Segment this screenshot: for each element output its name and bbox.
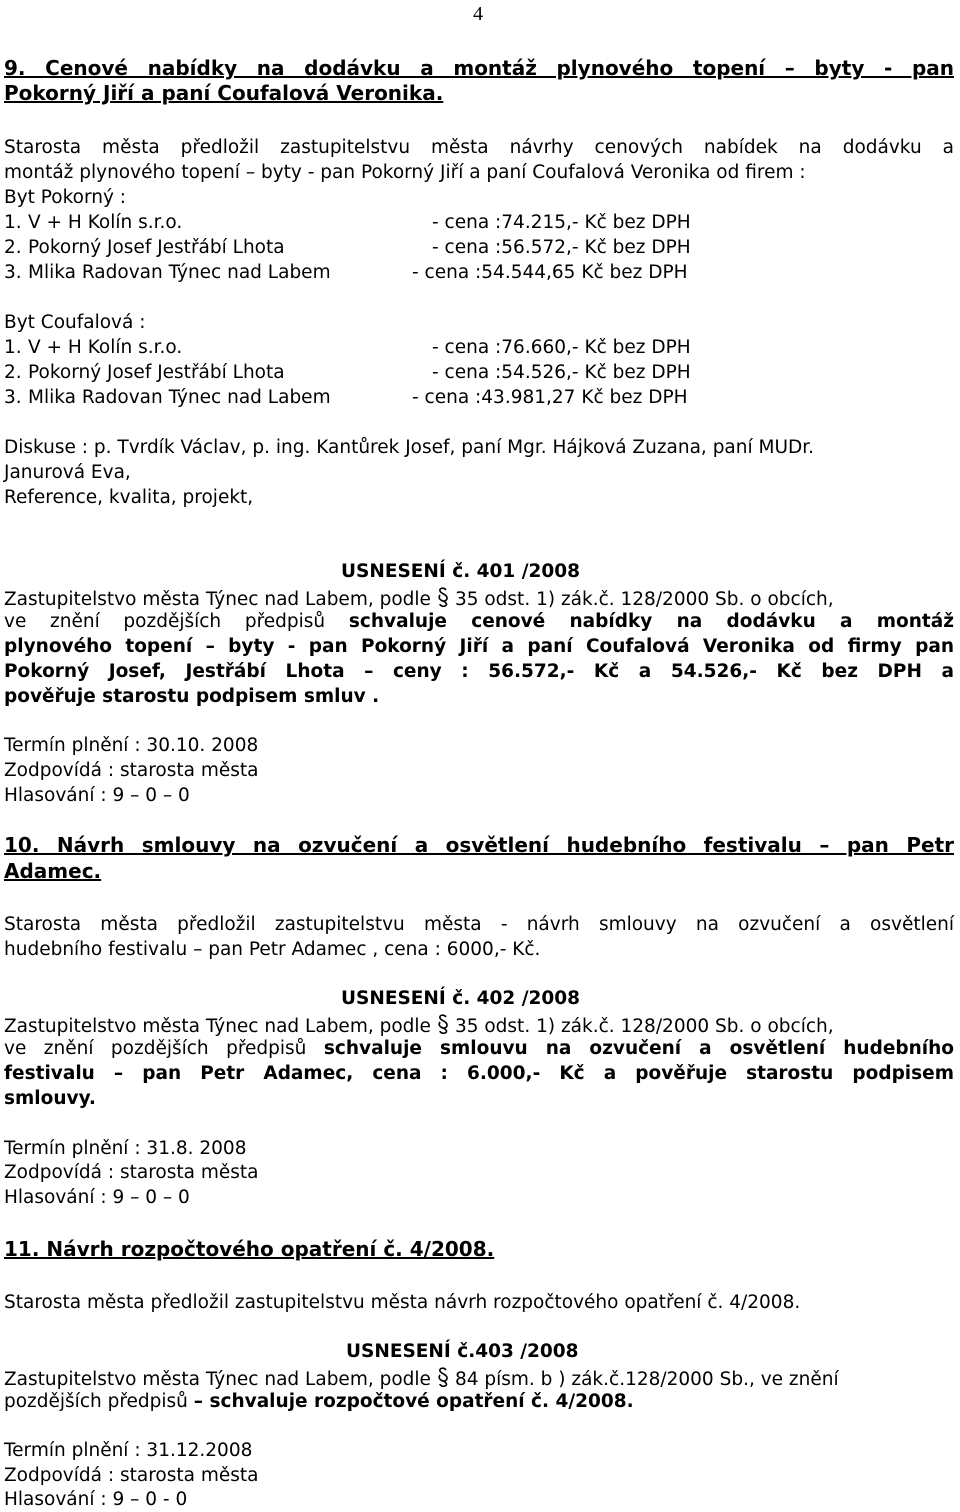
deadline: Termín plnění : 31.12.2008 <box>4 1440 253 1461</box>
deadline: Termín plnění : 31.8. 2008 <box>4 1138 247 1159</box>
resolution-402-line-2 <box>4 1037 954 1061</box>
offer-price: - cena :56.572,- Kč bez DPH <box>432 237 691 258</box>
resolution-401-line-5: pověřuje starostu podpisem smluv . <box>4 686 380 707</box>
section-11-title: 11. Návrh rozpočtového opatření č. 4/2008. <box>4 1237 495 1261</box>
resolution-403-title: USNESENÍ č.403 /2008 <box>346 1341 579 1362</box>
byt-pokorny-label: Byt Pokorný : <box>4 187 127 208</box>
discussion-line-1: Diskuse : p. Tvrdík Václav, p. ing. Kantůrek Josef, paní Mgr. Hájková Zuzana, paní MUDr. <box>4 437 815 458</box>
offer-company: Pokorný Josef Jestřábí Lhota <box>28 237 285 258</box>
resolution-402-line-3: festivalu – pan Petr Adamec, cena : 6.000,- Kč a pověřuje starostu podpisem <box>4 1063 954 1084</box>
offer-number: 1. <box>4 212 22 233</box>
section-10-intro-line-1: Starosta města předložil zastupitelstvu města - návrh smlouvy na ozvučení a osvětlení <box>4 914 954 935</box>
offer-number: 3. <box>4 387 22 408</box>
offer-company: Mlika Radovan Týnec nad Labem <box>28 387 331 408</box>
offer-number: 2. <box>4 362 22 383</box>
vote-result: Hlasování : 9 – 0 - 0 <box>4 1489 188 1510</box>
resolution-403-line-2 <box>4 1390 634 1414</box>
discussion-line-3: Reference, kvalita, projekt, <box>4 487 254 508</box>
responsible: Zodpovídá : starosta města <box>4 1465 259 1486</box>
offer-number: 2. <box>4 237 22 258</box>
resolution-text: pozdějších předpisů <box>4 1391 194 1412</box>
resolution-402-line-4: smlouvy. <box>4 1088 96 1109</box>
vote-result: Hlasování : 9 – 0 – 0 <box>4 785 190 806</box>
offer-price: - cena :74.215,- Kč bez DPH <box>432 212 691 233</box>
resolution-text: Zastupitelstvo města Týnec nad Labem, podle <box>4 589 431 610</box>
page-number: 4 <box>473 3 483 25</box>
offer-price: - cena :76.660,- Kč bez DPH <box>432 337 691 358</box>
paragraph-symbol-icon <box>437 1018 449 1039</box>
offer-number: 1. <box>4 337 22 358</box>
resolution-401-title: USNESENÍ č. 401 /2008 <box>341 561 580 582</box>
resolution-401-line-1 <box>4 585 834 612</box>
discussion-line-2: Janurová Eva, <box>4 462 131 483</box>
offer-company: V + H Kolín s.r.o. <box>28 337 183 358</box>
offer-price: - cena :43.981,27 Kč bez DPH <box>412 387 688 408</box>
resolution-text: ve znění pozdějších předpisů <box>4 611 349 632</box>
resolution-text: ve znění pozdějších předpisů <box>4 1038 324 1059</box>
resolution-text: Zastupitelstvo města Týnec nad Labem, podle <box>4 1016 431 1037</box>
resolution-402-line-1 <box>4 1012 834 1039</box>
resolution-decision: – schvaluje rozpočtové opatření č. 4/2008. <box>193 1391 634 1412</box>
resolution-text: 35 odst. 1) zák.č. 128/2000 Sb. o obcích, <box>454 589 834 610</box>
responsible: Zodpovídá : starosta města <box>4 1162 259 1183</box>
vote-result: Hlasování : 9 – 0 – 0 <box>4 1187 190 1208</box>
resolution-text: Zastupitelstvo města Týnec nad Labem, podle <box>4 1369 431 1390</box>
section-10-title-line-2: Adamec. <box>4 859 102 883</box>
resolution-decision: schvaluje cenové nabídky na dodávku a montáž <box>348 611 955 632</box>
resolution-decision: schvaluje smlouvu na ozvučení a osvětlení hudebního <box>323 1038 955 1059</box>
offer-price: - cena :54.544,65 Kč bez DPH <box>412 262 688 283</box>
resolution-401-line-2 <box>4 610 954 634</box>
offer-price: - cena :54.526,- Kč bez DPH <box>432 362 691 383</box>
responsible: Zodpovídá : starosta města <box>4 760 259 781</box>
offer-company: Pokorný Josef Jestřábí Lhota <box>28 362 285 383</box>
section-10-intro-line-2: hudebního festivalu – pan Petr Adamec , cena : 6000,- Kč. <box>4 939 541 960</box>
section-9-intro-line-2: montáž plynového topení – byty - pan Pokorný Jiří a paní Coufalová Veronika od firem : <box>4 162 806 183</box>
resolution-402-title: USNESENÍ č. 402 /2008 <box>341 988 580 1009</box>
deadline: Termín plnění : 30.10. 2008 <box>4 735 259 756</box>
resolution-401-line-3: plynového topení – byty - pan Pokorný Jiří a paní Coufalová Veronika od firmy pan <box>4 636 954 657</box>
resolution-403-line-1 <box>4 1365 839 1392</box>
resolution-text: 84 písm. b ) zák.č.128/2000 Sb., ve znění <box>454 1369 839 1390</box>
resolution-text: 35 odst. 1) zák.č. 128/2000 Sb. o obcích, <box>454 1016 834 1037</box>
offer-company: V + H Kolín s.r.o. <box>28 212 183 233</box>
paragraph-symbol-icon <box>437 1371 449 1392</box>
section-10-title-line-1: 10. Návrh smlouvy na ozvučení a osvětlení hudebního festivalu – pan Petr <box>4 833 954 857</box>
offer-number: 3. <box>4 262 22 283</box>
section-9-intro-line-1: Starosta města předložil zastupitelstvu města návrhy cenových nabídek na dodávku a <box>4 137 954 158</box>
section-11-intro: Starosta města předložil zastupitelstvu města návrh rozpočtového opatření č. 4/2008. <box>4 1292 801 1313</box>
section-9-title-line-1: 9. Cenové nabídky na dodávku a montáž plynového topení – byty - pan <box>4 56 954 80</box>
byt-coufalova-label: Byt Coufalová : <box>4 312 146 333</box>
section-9-title-line-2: Pokorný Jiří a paní Coufalová Veronika. <box>4 81 444 105</box>
paragraph-symbol-icon <box>437 591 449 612</box>
resolution-401-line-4: Pokorný Josef, Jestřábí Lhota – ceny : 56.572,- Kč a 54.526,- Kč bez DPH a <box>4 661 954 682</box>
offer-company: Mlika Radovan Týnec nad Labem <box>28 262 331 283</box>
